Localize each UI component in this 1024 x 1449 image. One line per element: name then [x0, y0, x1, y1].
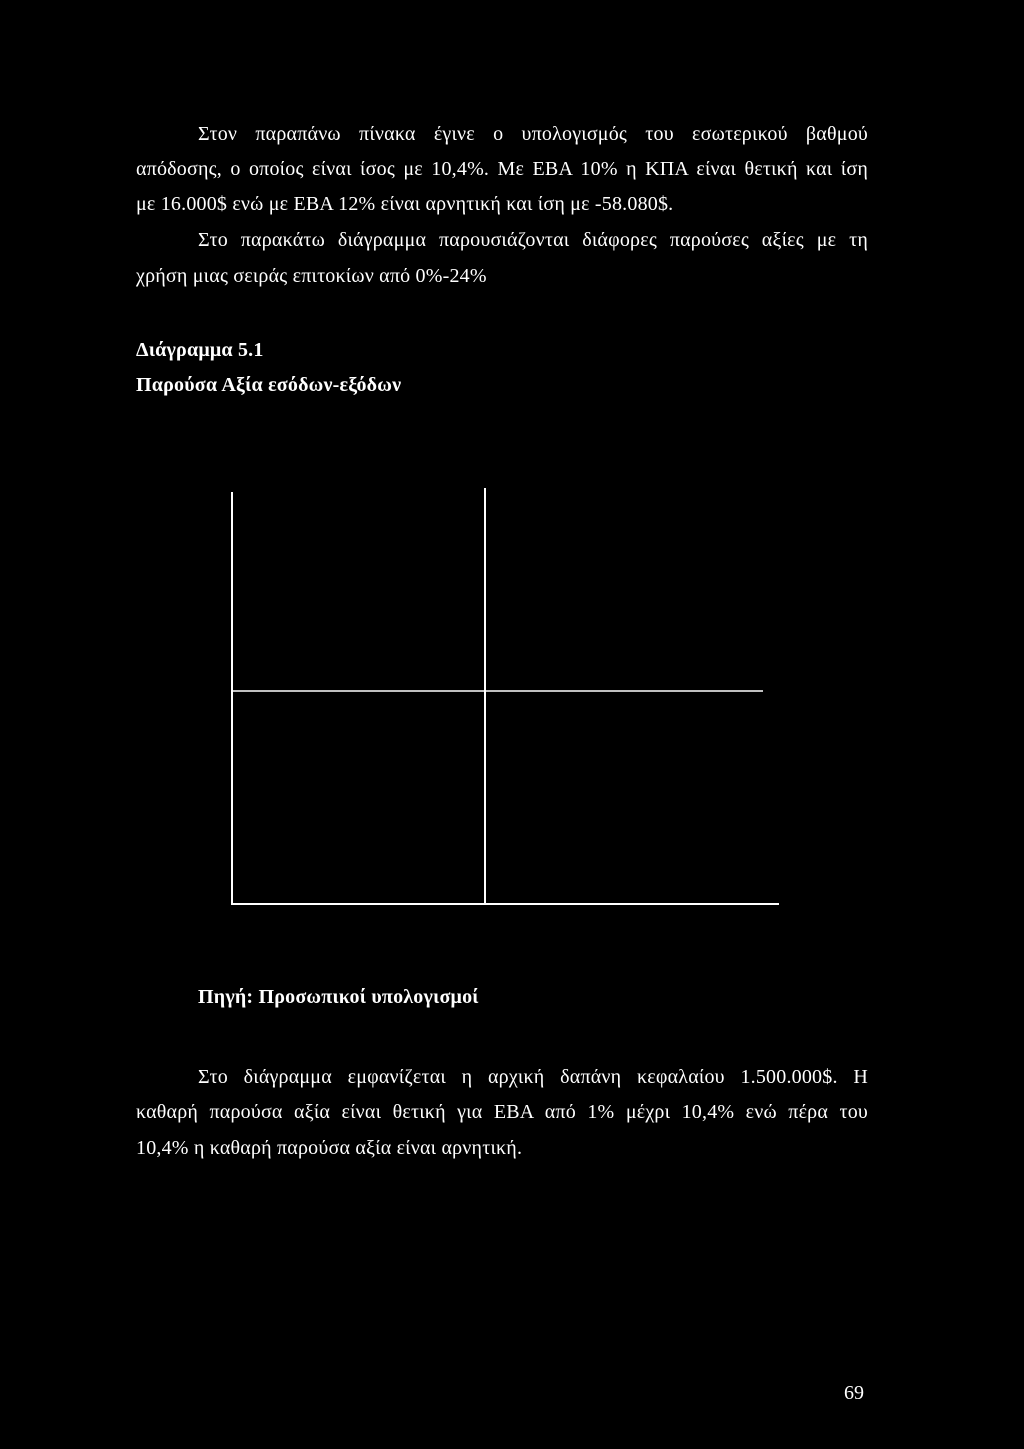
figure-title: Παρούσα Αξία εσόδων-εξόδων: [136, 374, 402, 396]
paragraph-2-line-1: Στο παρακάτω διάγραμμα παρουσιάζονται διάφορες παρούσες αξίες με τη: [198, 229, 868, 251]
paragraph-3-line-3: 10,4% η καθαρή παρούσα αξία είναι αρνητική.: [136, 1137, 523, 1159]
paragraph-1-line-1: Στον παραπάνω πίνακα έγινε ο υπολογισμός του εσωτερικού βαθμού: [198, 123, 868, 145]
paragraph-3-line-1: Στο διάγραμμα εμφανίζεται η αρχική δαπάνη κεφαλαίου 1.500.000$. Η: [198, 1066, 868, 1088]
paragraph-2-line-2: χρήση μιας σειράς επιτοκίων από 0%-24%: [136, 265, 487, 287]
figure-label: Διάγραμμα 5.1: [136, 339, 264, 361]
paragraph-3-line-2: καθαρή παρούσα αξία είναι θετική για ΕΒΑ από 1% μέχρι 10,4% ενώ πέρα του: [136, 1101, 868, 1123]
paragraph-1-line-2: απόδοσης, ο οποίος είναι ίσος με 10,4%. Με ΕΒΑ 10% η ΚΠΑ είναι θετική και ίση: [136, 158, 868, 180]
page-number: 69: [844, 1382, 864, 1404]
paragraph-1-line-3: με 16.000$ ενώ με ΕΒΑ 12% είναι αρνητική και ίση με -58.080$.: [136, 193, 674, 215]
present-value-chart: [220, 480, 800, 920]
figure-source: Πηγή: Προσωπικοί υπολογισμοί: [198, 986, 479, 1008]
